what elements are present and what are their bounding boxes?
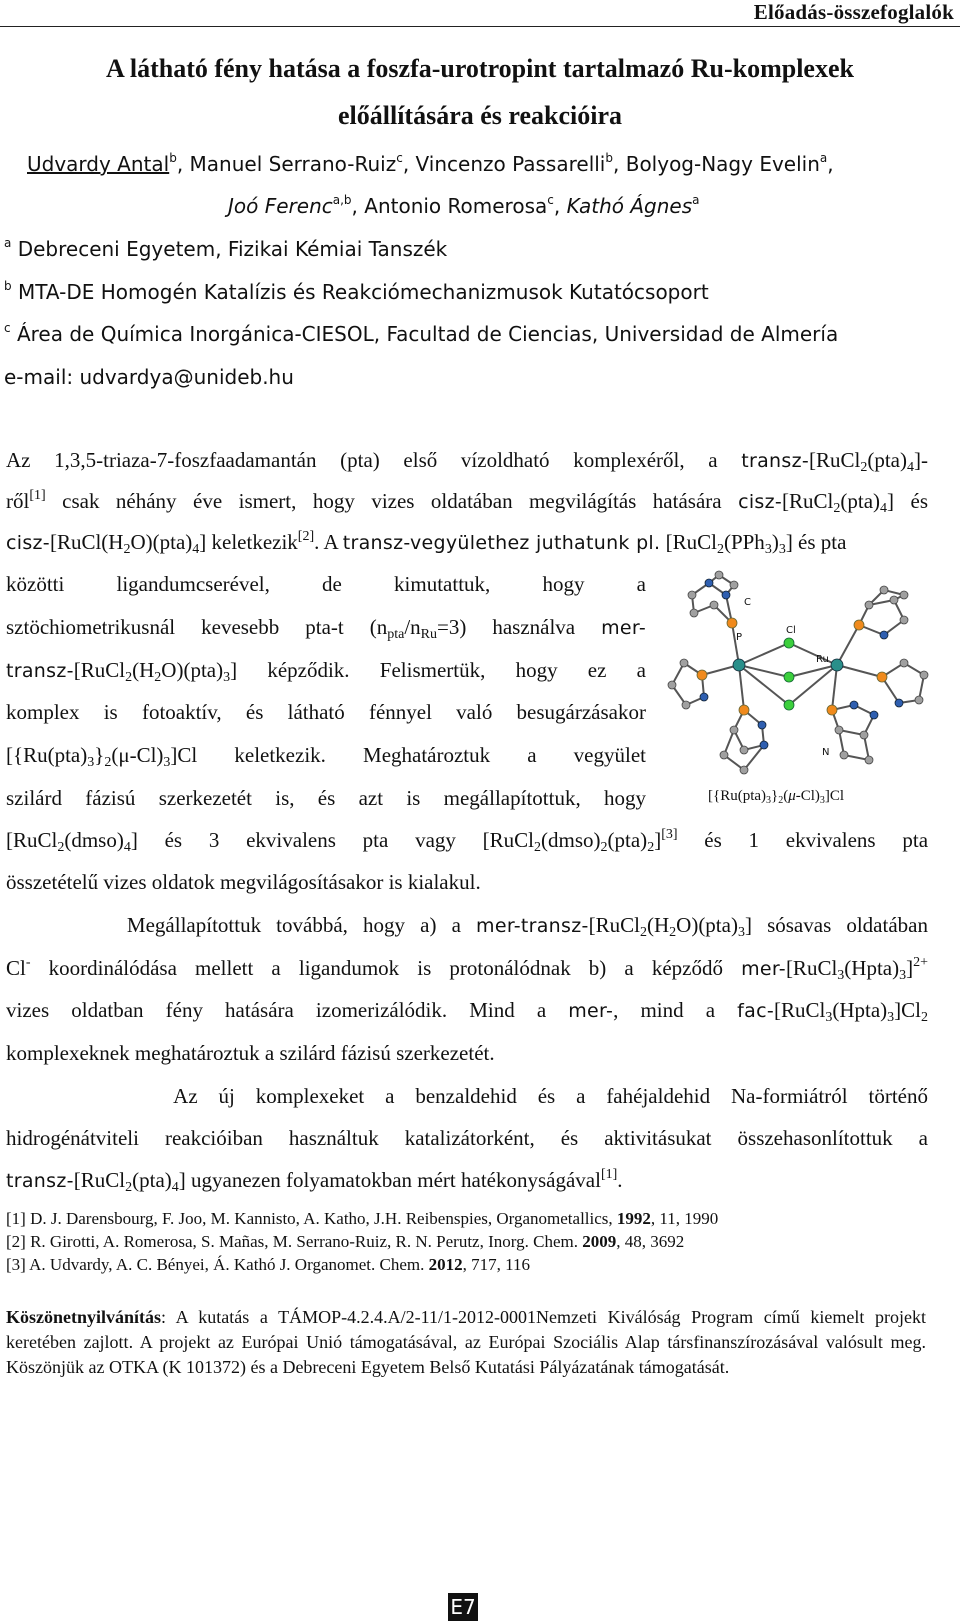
page-number: E7 (448, 1593, 478, 1621)
authors-line-2: Joó Ferenc$^{a,b}$, Antonio Romerosa$^c$, Kathó Ágnes$^a$ (228, 193, 700, 218)
title-line-2: előállítására és reakcióira (337, 101, 622, 130)
label-cl: Cl (786, 625, 796, 636)
author-presenting: Udvardy Antal (27, 152, 170, 176)
affiliation-a: $^a$ Debreceni Egyetem, Fizikai Kémiai Tanszék (4, 236, 448, 261)
affiliation-c: $^c$ Área de Química Inorgánica-CIESOL, Facultad de Ciencias, Universidad de Almería (4, 321, 839, 346)
chlorine-atoms (784, 638, 794, 710)
body-line: vizes oldatban fény hatására izomerizálódik. Mind a mer-, mind a fac-$[RuCl_3(Hpta)_3]Cl_2$ (6, 998, 928, 1025)
body-line: Cl- koordinálódása mellett a ligandumok is protonálódnak b) a képződő mer-$[RuCl_3(Hpta)_3]^{2+}$ (6, 955, 928, 983)
affiliation-b: $^b$ MTA-DE Homogén Katalízis és Reakciómechanizmusok Kutatócsoport (4, 279, 709, 304)
body-line: transz-$[RuCl_2(H_2O)(pta)_3]$ képződik. Felismertük, hogy ez a (6, 658, 646, 685)
reference-1: [1] D. J. Darensbourg, F. Joo, M. Kannisto, A. Katho, J.H. Reibenspies, Organometallics, 1992, 11, 1990 (6, 1209, 719, 1228)
title-line-1: A látható fény hatása a foszfa-urotropint tartalmazó Ru-komplexek (106, 54, 854, 83)
label-ru: Ru (816, 654, 829, 665)
reference-2: [2] R. Girotti, A. Romerosa, S. Mañas, M. Serrano-Ruiz, R. N. Perutz, Inorg. Chem. 2009, 48, 3692 (6, 1232, 685, 1251)
label-n: N (822, 747, 830, 758)
email: e-mail: udvardya@unideb.hu (4, 365, 294, 389)
molecular-structure-figure (664, 565, 934, 785)
acknowledgement: Köszönetnyilvánítás: A kutatás a TÁMOP-4.2.4.A/2-11/1-2012-0001Nemzeti Kiválóság Program című kiemelt projekt keretében zajlott. A projekt az Európai Unió támogatásával, az Európai Szociális Alap társfinanszírozásával valósult meg. Köszönjük az OTKA (K 101372) és a Debreceni Egyetem Belső Kutatási Pályázatának támogatását. (6, 1307, 926, 1377)
body-line: hidrogénátviteli reakcióiban használtuk katalizátorként, és aktivitásukat összehasonlítottuk a (6, 1126, 928, 1150)
body-line: Az új komplexeket a benzaldehid és a fahéjaldehid Na-formiátról történő (6, 1084, 928, 1108)
acknowledgement-label: Köszönetnyilvánítás (6, 1307, 162, 1327)
body-line: ről[1] csak néhány éve ismert, hogy vizes oldatában megvilágítás hatására cisz-$[RuCl_2(pta)_4]$ és (6, 488, 928, 516)
header-rule (0, 26, 960, 27)
body-line: transz-$[RuCl_2(pta)_4]$ ugyanezen folyamatokban mért hatékonyságával[1]. (6, 1167, 623, 1195)
label-c: C (744, 597, 751, 608)
atom-labels (736, 597, 829, 758)
body-line: komplexeknek meghatároztuk a szilárd fázisú szerkezetét. (6, 1041, 495, 1065)
label-p: P (736, 632, 743, 643)
body-line: $[RuCl_2(dmso)_4]$ és 3 ekvivalens pta vagy $[RuCl_2(dmso)_2(pta)_2][3]$ és 1 ekvivalens pta (6, 827, 929, 855)
body-line: Megállapítottuk továbbá, hogy a) a mer-$transz-[RuCl_2(H_2O)(pta)_3]$ sósavas oldatában (6, 913, 928, 940)
body-line: összetételű vizes oldatok megvilágosításakor is kialakul. (6, 870, 481, 894)
figure-caption: $[\{Ru(pta)_3\}_2(\mu-Cl)_3]Cl$ (708, 788, 845, 806)
authors-line-1: Udvardy Antal$^b$, Manuel Serrano-Ruiz$^c$, Vincenzo Passarelli$^b$, Bolyog-Nagy Evelin$^a$, (27, 151, 834, 176)
body-line: közötti ligandumcserével, de kimutattuk, hogy a (6, 572, 646, 596)
body-line: sztöchiometrikusnál kevesebb pta-t $(n_{pta}/n_{Ru}=3)$ használva mer- (6, 615, 646, 642)
section-header: Előadás-összefoglalók (753, 0, 954, 24)
body-line: cisz-$[RuCl(H_2O)(pta)_4]$ keletkezik[2]. A transz-vegyülethez juthatunk pl. $[RuCl_2(PPh_3)_3]$ és pta (6, 529, 847, 557)
body-line: komplex is fotoaktív, és látható fénnyel való besugárzásakor (6, 700, 646, 724)
body-line: szilárd fázisú szerkezetét is, és azt is megállapítottuk, hogy (6, 786, 646, 810)
body-line: $[\{Ru(pta)_3\}_2(\mu-Cl)_3]Cl$ keletkezik. Meghatároztuk a vegyület (6, 743, 646, 770)
body-line: Az 1,3,5-triaza-7-foszfaadamantán (pta) első vízoldható komplexéről, a transz-$[RuCl_2(pta)_4]-$ (6, 448, 928, 475)
reference-3: [3] A. Udvardy, A. C. Bényei, Á. Kathó J. Organomet. Chem. 2012, 717, 116 (6, 1255, 530, 1274)
